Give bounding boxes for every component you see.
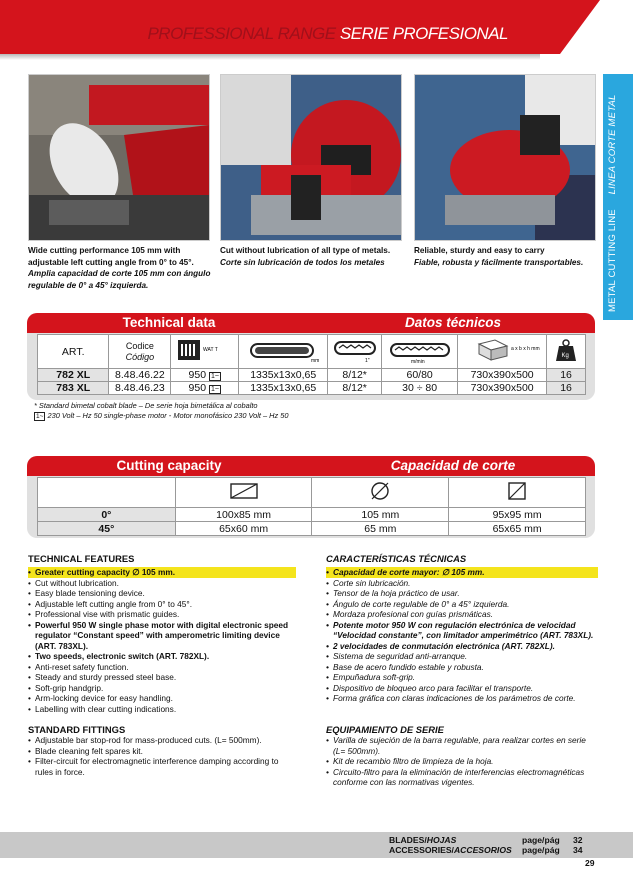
- photo-caption-2: Cut without lubrication of all type of metals. Corte sin lubricación de todos los metales: [220, 246, 391, 267]
- photo-easy-to-carry: [414, 74, 596, 241]
- list-item: • Greater cutting capacity ∅ 105 mm.: [28, 567, 296, 578]
- teeth-icon-label: 1": [364, 358, 370, 364]
- footer-page-label: page/pág: [522, 835, 560, 845]
- side-tab-label: METAL CUTTING LINE LINEA CORTE METAL: [607, 94, 618, 312]
- list-item: • Powerful 950 W single phase motor with digital electronic speed regulator “Constant speed” with amperometric limiting device (ART. 783XL).: [28, 620, 296, 652]
- list-item: • Adjustable left cutting angle from 0° to 45°.: [28, 599, 296, 610]
- list-item: • Forma gráfica con claras indicaciones de los parámetros de corte.: [326, 693, 598, 704]
- list-item: • Base de acero fundido estable y robusta.: [326, 662, 598, 673]
- photo-caption-3: Reliable, sturdy and easy to carry Fiable, robusta y fácilmente transportables.: [414, 246, 584, 267]
- list-item: • Blade cleaning felt spares kit.: [28, 746, 296, 757]
- table-row: 782 XL 8.48.46.22 950 1~ 1335x13x0,65 8/12* 60/80 730x390x500 16: [38, 369, 586, 382]
- blade-icon: [239, 335, 328, 369]
- list-item: • Circuito-filtro para la eliminación de interferencias electromagnéticas conforme con las normativas vigentes.: [326, 767, 598, 788]
- speed-icon-label: m/min: [410, 359, 425, 364]
- rectangle-section-icon: [175, 478, 312, 508]
- footnote-blade: * Standard bimetal cobalt blade – De serie hoja bimetálica al cobalto: [34, 401, 258, 410]
- list-item: • Adjustable bar stop-rod for mass-produced cuts. (L= 500mm).: [28, 735, 296, 746]
- footer-bar: [0, 832, 633, 858]
- technical-data-title-es: Datos técnicos: [404, 315, 502, 330]
- speed-icon: [382, 335, 458, 369]
- list-item: • Tensor de la hoja práctico de usar.: [326, 588, 598, 599]
- features-title-es: CARACTERÍSTICAS TÉCNICAS: [326, 553, 467, 564]
- list-item: • Sistema de seguridad anti-arranque.: [326, 651, 598, 662]
- table-header-row: [38, 478, 586, 508]
- technical-data-header: [27, 313, 595, 333]
- side-tab: [603, 74, 633, 320]
- list-item: • Kit de recambio filtro de limpieza de la hoja.: [326, 756, 598, 767]
- blade-icon-label: mm: [311, 358, 320, 364]
- list-item: • Steady and sturdy pressed steel base.: [28, 672, 296, 683]
- photo-cut-without-lubrication: [220, 74, 402, 241]
- motor-icon: 1~: [36, 413, 44, 420]
- photo-caption-1: Wide cutting performance 105 mm with adjustable left cutting angle from 0° to 45°. Amplia capacidad de corte 105 mm con ángulo regulable de 0° a 45° izquierda.: [28, 246, 211, 290]
- title-es: SERIE PROFESIONAL: [339, 24, 508, 43]
- footnote-motor: 1~ 230 Volt – Hz 50 single-phase motor - Motor monofásico 230 Volt – Hz 50: [36, 411, 289, 420]
- dimensions-icon-label: a x b x h mm: [511, 346, 540, 352]
- technical-data-table: [37, 334, 586, 395]
- cutting-capacity-table: [37, 477, 586, 536]
- fittings-list-es: [326, 735, 598, 788]
- list-item: • Varilla de sujeción de la barra regulable, para realizar cortes en serie (L= 500mm).: [326, 735, 598, 756]
- cutting-capacity-title-es: Capacidad de corte: [390, 458, 516, 473]
- footer-page-ref: 32: [573, 835, 583, 845]
- list-item: • Cut without lubrication.: [28, 578, 296, 589]
- footer-link-accessories[interactable]: ACCESSORIES/ACCESORIOS: [389, 845, 512, 855]
- footer-page-ref: 34: [573, 845, 583, 855]
- features-list-es: [326, 567, 598, 704]
- dimensions-icon: [458, 335, 547, 369]
- list-item: • Anti-reset safety function.: [28, 662, 296, 673]
- fittings-title-es: EQUIPAMIENTO DE SERIE: [326, 724, 444, 735]
- motor-icon: 1~: [210, 386, 219, 393]
- page-number: 29: [585, 858, 595, 868]
- list-item: • Empuñadura soft-grip.: [326, 672, 598, 683]
- features-list-en: [28, 567, 296, 714]
- table-header-row: [38, 335, 586, 369]
- list-item: • Dispositivo de bloqueo arco para facilitar el transporte.: [326, 683, 598, 694]
- list-item: • Filter-circuit for electromagnetic interference damping according to rules in force.: [28, 756, 296, 777]
- table-row: 45° 65x60 mm 65 mm 65x65 mm: [38, 522, 586, 536]
- col-code: Codice Código: [109, 335, 171, 369]
- col-art: ART.: [38, 335, 109, 369]
- list-item: • Soft-grip handgrip.: [28, 683, 296, 694]
- photo-cutting-performance: [28, 74, 210, 241]
- features-title-en: TECHNICAL FEATURES: [28, 553, 135, 564]
- header-banner-edge: [560, 0, 600, 54]
- table-row: 783 XL 8.48.46.23 950 1~ 1335x13x0,65 8/12* 30 ÷ 80 730x390x500 16: [38, 382, 586, 395]
- list-item: • Potente motor 950 W con regulación electrónica de velocidad “Velocidad constante”, con limitador amperimétrico (ART. 783XL).: [326, 620, 598, 641]
- title-en: PROFESSIONAL RANGE: [147, 24, 336, 43]
- table-row: 0° 100x85 mm 105 mm 95x95 mm: [38, 508, 586, 522]
- technical-data-title-en: Technical data: [122, 315, 216, 330]
- list-item: • Ángulo de corte regulable de 0° a 45° izquierda.: [326, 599, 598, 610]
- cutting-capacity-header: [27, 456, 595, 476]
- header-shadow: [0, 54, 540, 60]
- cutting-capacity-title-en: Cutting capacity: [116, 458, 222, 473]
- list-item: • Labelling with clear cutting indications.: [28, 704, 296, 715]
- list-item: • Professional vise with prismatic guides.: [28, 609, 296, 620]
- weight-icon: [547, 335, 586, 369]
- watt-icon-label: WAT T: [202, 347, 218, 353]
- footer-link-blades[interactable]: BLADES/HOJAS: [389, 835, 457, 845]
- list-item: • Two speeds, electronic switch (ART. 782XL).: [28, 651, 296, 662]
- list-item: • Mordaza profesional con guías prismáticas.: [326, 609, 598, 620]
- list-item: • 2 velocidades de conmutación electrónica (ART. 782XL).: [326, 641, 598, 652]
- watt-icon: [171, 335, 239, 369]
- list-item: • Easy blade tensioning device.: [28, 588, 296, 599]
- fittings-title-en: STANDARD FITTINGS: [28, 724, 126, 735]
- list-item: • Corte sin lubricación.: [326, 578, 598, 589]
- motor-icon: 1~: [210, 373, 219, 380]
- teeth-icon: [328, 335, 382, 369]
- list-item: • Capacidad de corte mayor: ∅ 105 mm.: [326, 567, 598, 578]
- round-section-icon: [312, 478, 449, 508]
- square-section-icon: [449, 478, 586, 508]
- page-title: [147, 24, 508, 44]
- fittings-list-en: [28, 735, 296, 777]
- list-item: • Arm-locking device for easy handling.: [28, 693, 296, 704]
- weight-icon-label: Kg: [561, 353, 569, 359]
- footer-page-label: page/pág: [522, 845, 560, 855]
